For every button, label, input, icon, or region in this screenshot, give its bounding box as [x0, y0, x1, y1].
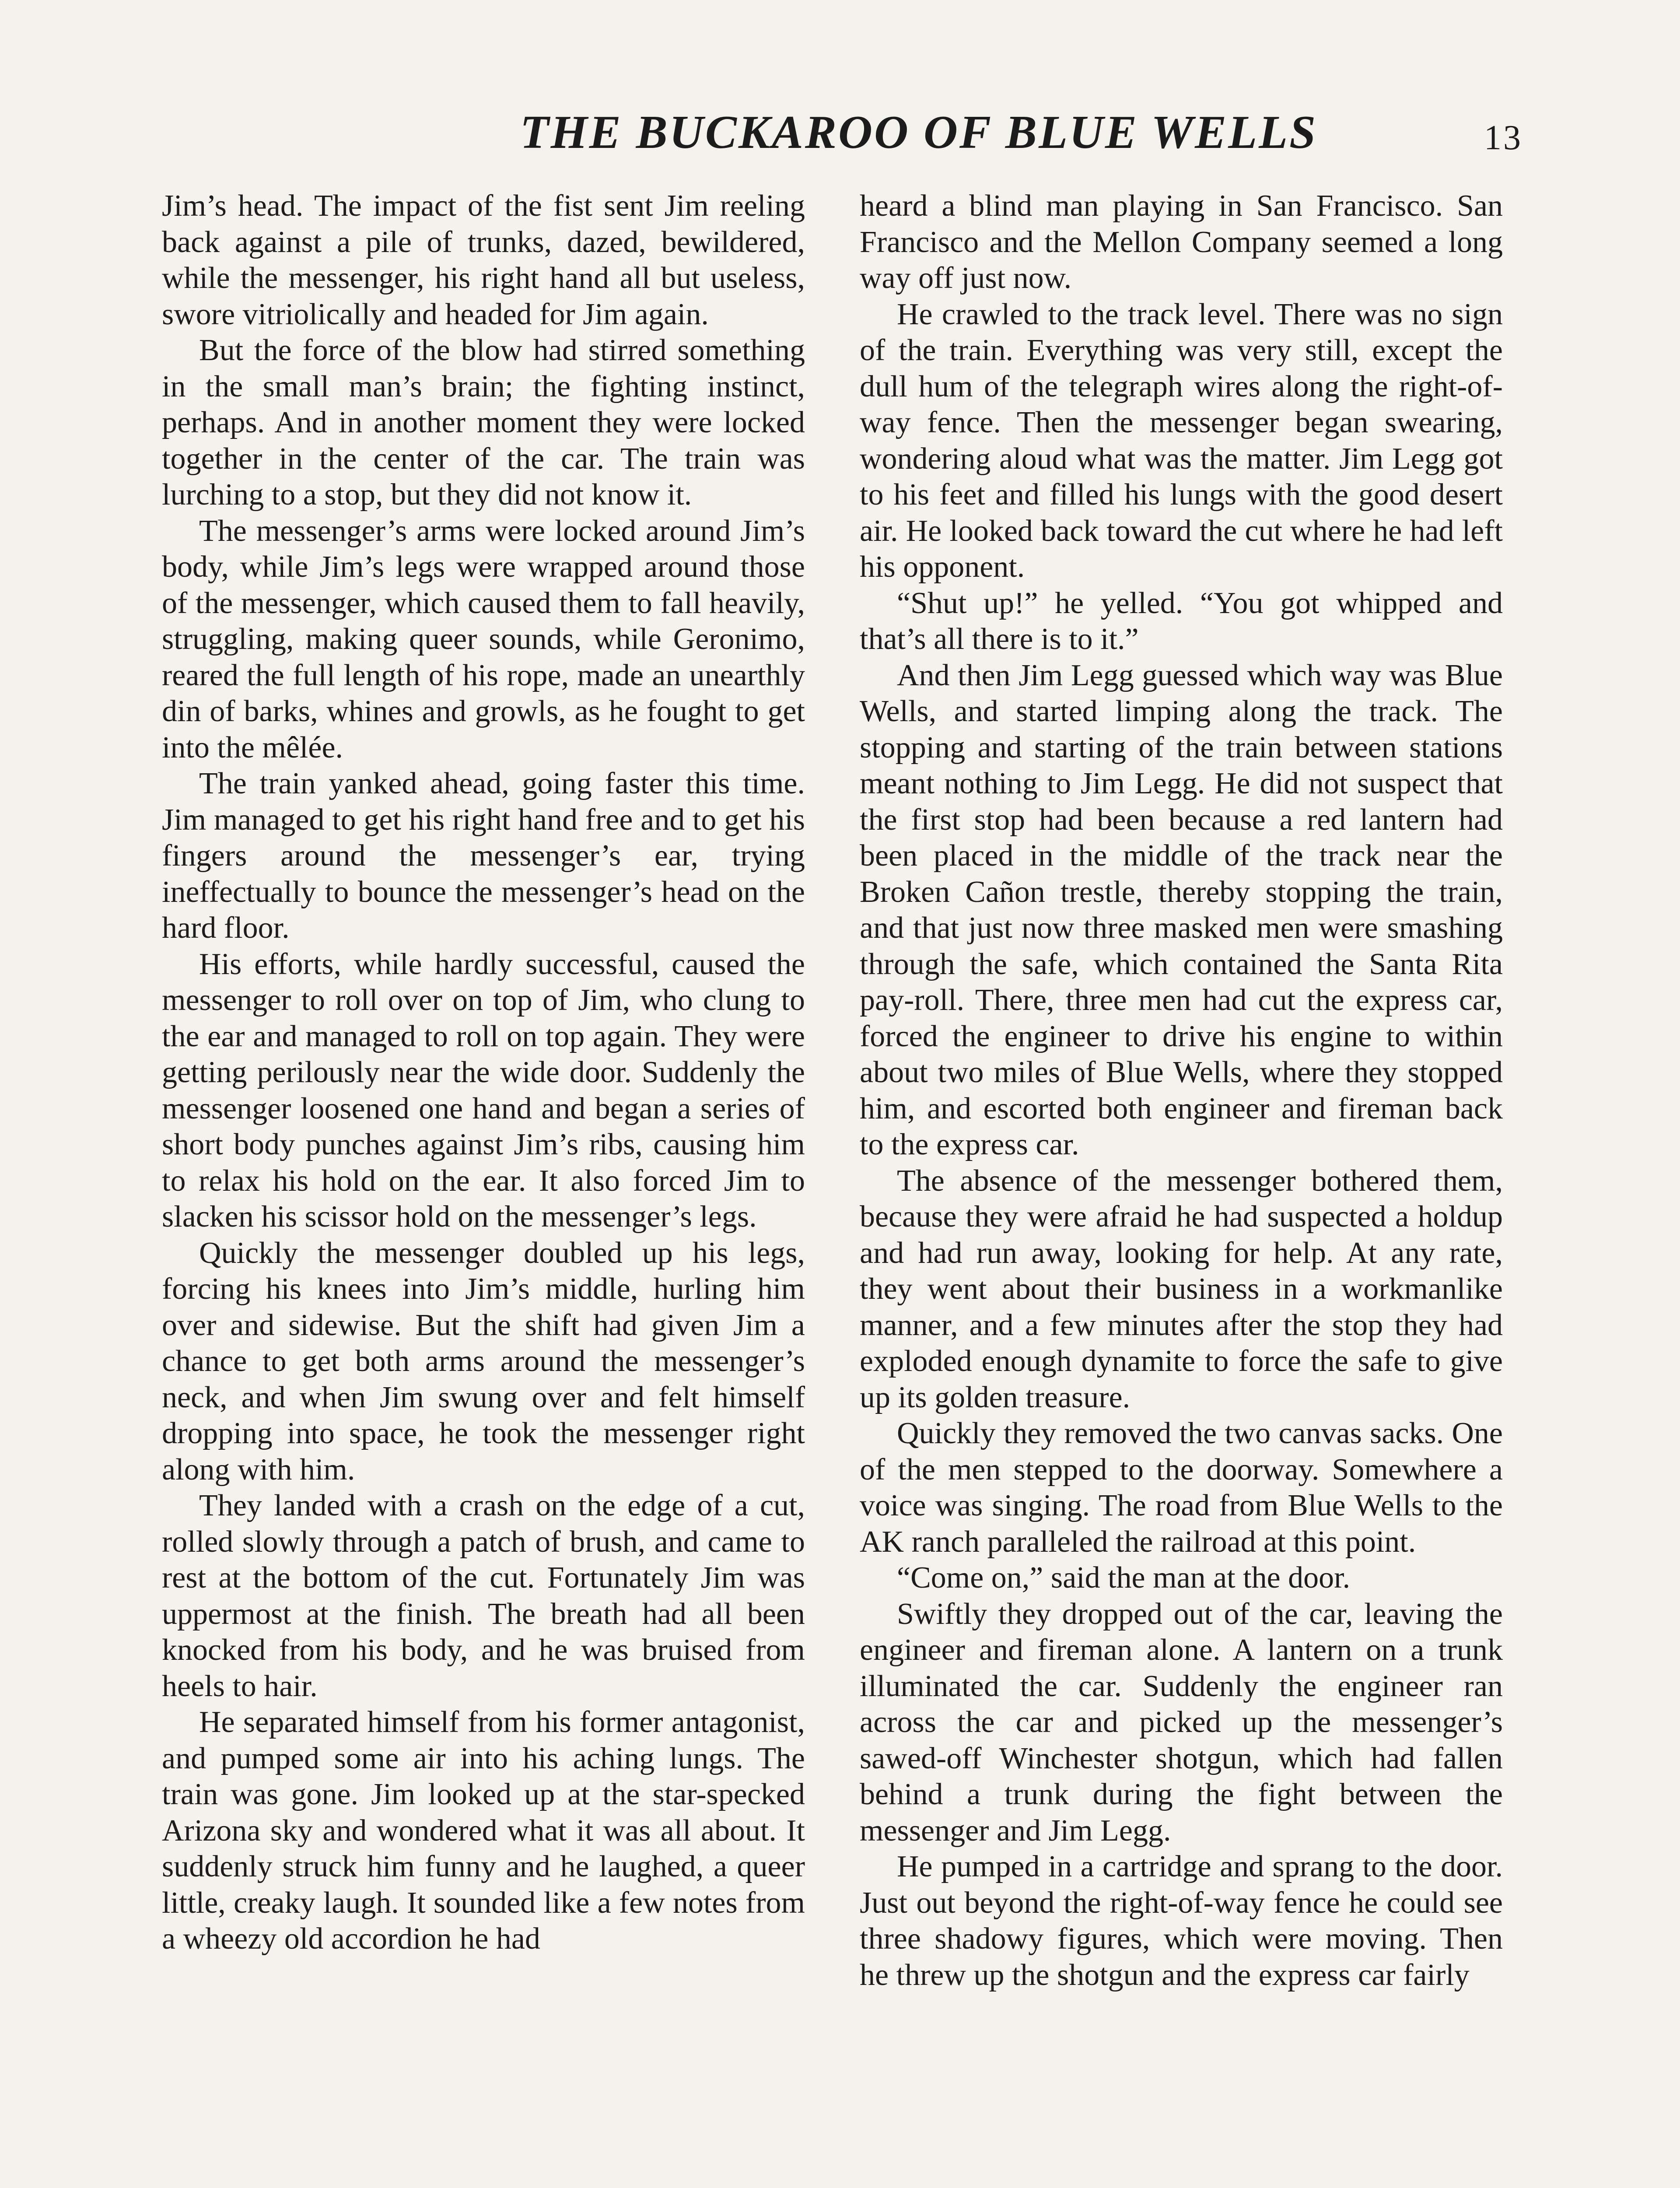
paragraph: They landed with a crash on the edge of a cut, rolled slowly through a patch of brush, and came to rest at the bottom of the cut. Fortunately Jim was uppermost at the finish. The breath had all been knocked from his body, and he was bruised from heels to hair. — [162, 1489, 805, 1703]
running-title: THE BUCKAROO OF BLUE WELLS — [520, 106, 1318, 158]
paragraph: And then Jim Legg guessed which way was Blue Wells, and started limping along the track. The stopping and starting of the train between stations meant nothing to Jim Legg. He did not suspect that the first stop had been because a red lantern had been placed in the middle of the track near the Broken Cañon trestle, thereby stopping the train, and that just now three masked men were smashing through the safe, which contained the Santa Rita pay-roll. There, three men had cut the express car, forced the engineer to drive his engine to within about two miles of Blue Wells, where they stopped him, and escorted both engineer and fireman back to the express car. — [860, 658, 1503, 1161]
paragraph: The absence of the messenger bothered them, because they were afraid he had suspected a holdup and had run away, looking for help. At any rate, they went about their business in a workmanlike manner, and a few minutes after the stop they had exploded enough dynamite to force the safe to give up its golden treasure. — [860, 1164, 1503, 1414]
paragraph: He separated himself from his former antagonist, and pumped some air into his aching lungs. The train was gone. Jim looked up at the star-specked Arizona sky and wondered what it was all about. It suddenly struck him funny and he laughed, a queer little, creaky laugh. It sounded like a few notes from a wheezy old accordion he had — [162, 1705, 805, 1956]
paragraph: But the force of the blow had stirred something in the small man’s brain; the fighting instinct, perhaps. And in another moment they were locked together in the center of the car. The train was lurching to a stop, but they did not know it. — [162, 333, 805, 512]
paragraph: Quickly they removed the two canvas sacks. One of the men stepped to the doorway. Somewhere a voice was singing. The road from Blue Wells to the AK ranch paralleled the railroad at this point. — [860, 1417, 1503, 1559]
paragraph: The train yanked ahead, going faster this time. Jim managed to get his right hand free and to get his fingers around the messenger’s ear, trying ineffectually to bounce the messenger’s head on the hard floor. — [162, 767, 805, 945]
page-number: 13 — [1484, 119, 1522, 157]
paragraph: heard a blind man playing in San Francisco. San Francisco and the Mellon Company seemed a long way off just now. — [860, 189, 1503, 295]
paragraph: “Shut up!” he yelled. “You got whipped and that’s all there is to it.” — [860, 586, 1503, 656]
right-column — [860, 188, 1503, 1993]
paragraph: The messenger’s arms were locked around Jim’s body, while Jim’s legs were wrapped around those of the messenger, which caused them to fall heavily, struggling, making queer sounds, while Geronimo, reared the full length of his rope, made an unearthly din of barks, whines and growls, as he fought to get into the mêlée. — [162, 514, 805, 764]
paragraph: Quickly the messenger doubled up his legs, forcing his knees into Jim’s middle, hurling him over and sidewise. But the shift had given Jim a chance to get both arms around the messenger’s neck, and when Jim swung over and felt himself dropping into space, he took the messenger right along with him. — [162, 1236, 805, 1487]
paragraph: His efforts, while hardly successful, caused the messenger to roll over on top of Jim, who clung to the ear and managed to roll on top again. They were getting perilously near the wide door. Suddenly the messenger loosened one hand and began a series of short body punches against Jim’s ribs, causing him to relax his hold on the ear. It also forced Jim to slacken his scissor hold on the messenger’s legs. — [162, 947, 805, 1234]
paragraph: He crawled to the track level. There was no sign of the train. Everything was very still, except the dull hum of the telegraph wires along the right-of-way fence. Then the messenger began swearing, wondering aloud what was the matter. Jim Legg got to his feet and filled his lungs with the good desert air. He looked back toward the cut where he had left his opponent. — [860, 297, 1503, 584]
paragraph: Jim’s head. The impact of the fist sent Jim reeling back against a pile of trunks, dazed, bewildered, while the messenger, his right hand all but useless, swore vitriolically and headed for Jim again. — [162, 189, 805, 331]
paragraph: Swiftly they dropped out of the car, leaving the engineer and fireman alone. A lantern on a trunk illuminated the car. Suddenly the engineer ran across the car and picked up the messenger’s sawed-off Winchester shotgun, which had fallen behind a trunk during the fight between the messenger and Jim Legg. — [860, 1597, 1503, 1848]
paragraph: “Come on,” said the man at the door. — [897, 1561, 1351, 1595]
page-header — [158, 100, 1522, 165]
left-column — [162, 188, 805, 1957]
paragraph: He pumped in a cartridge and sprang to the door. Just out beyond the right-of-way fence he could see three shadowy figures, which were moving. Then he threw up the shotgun and the express car fairly — [860, 1850, 1503, 1992]
